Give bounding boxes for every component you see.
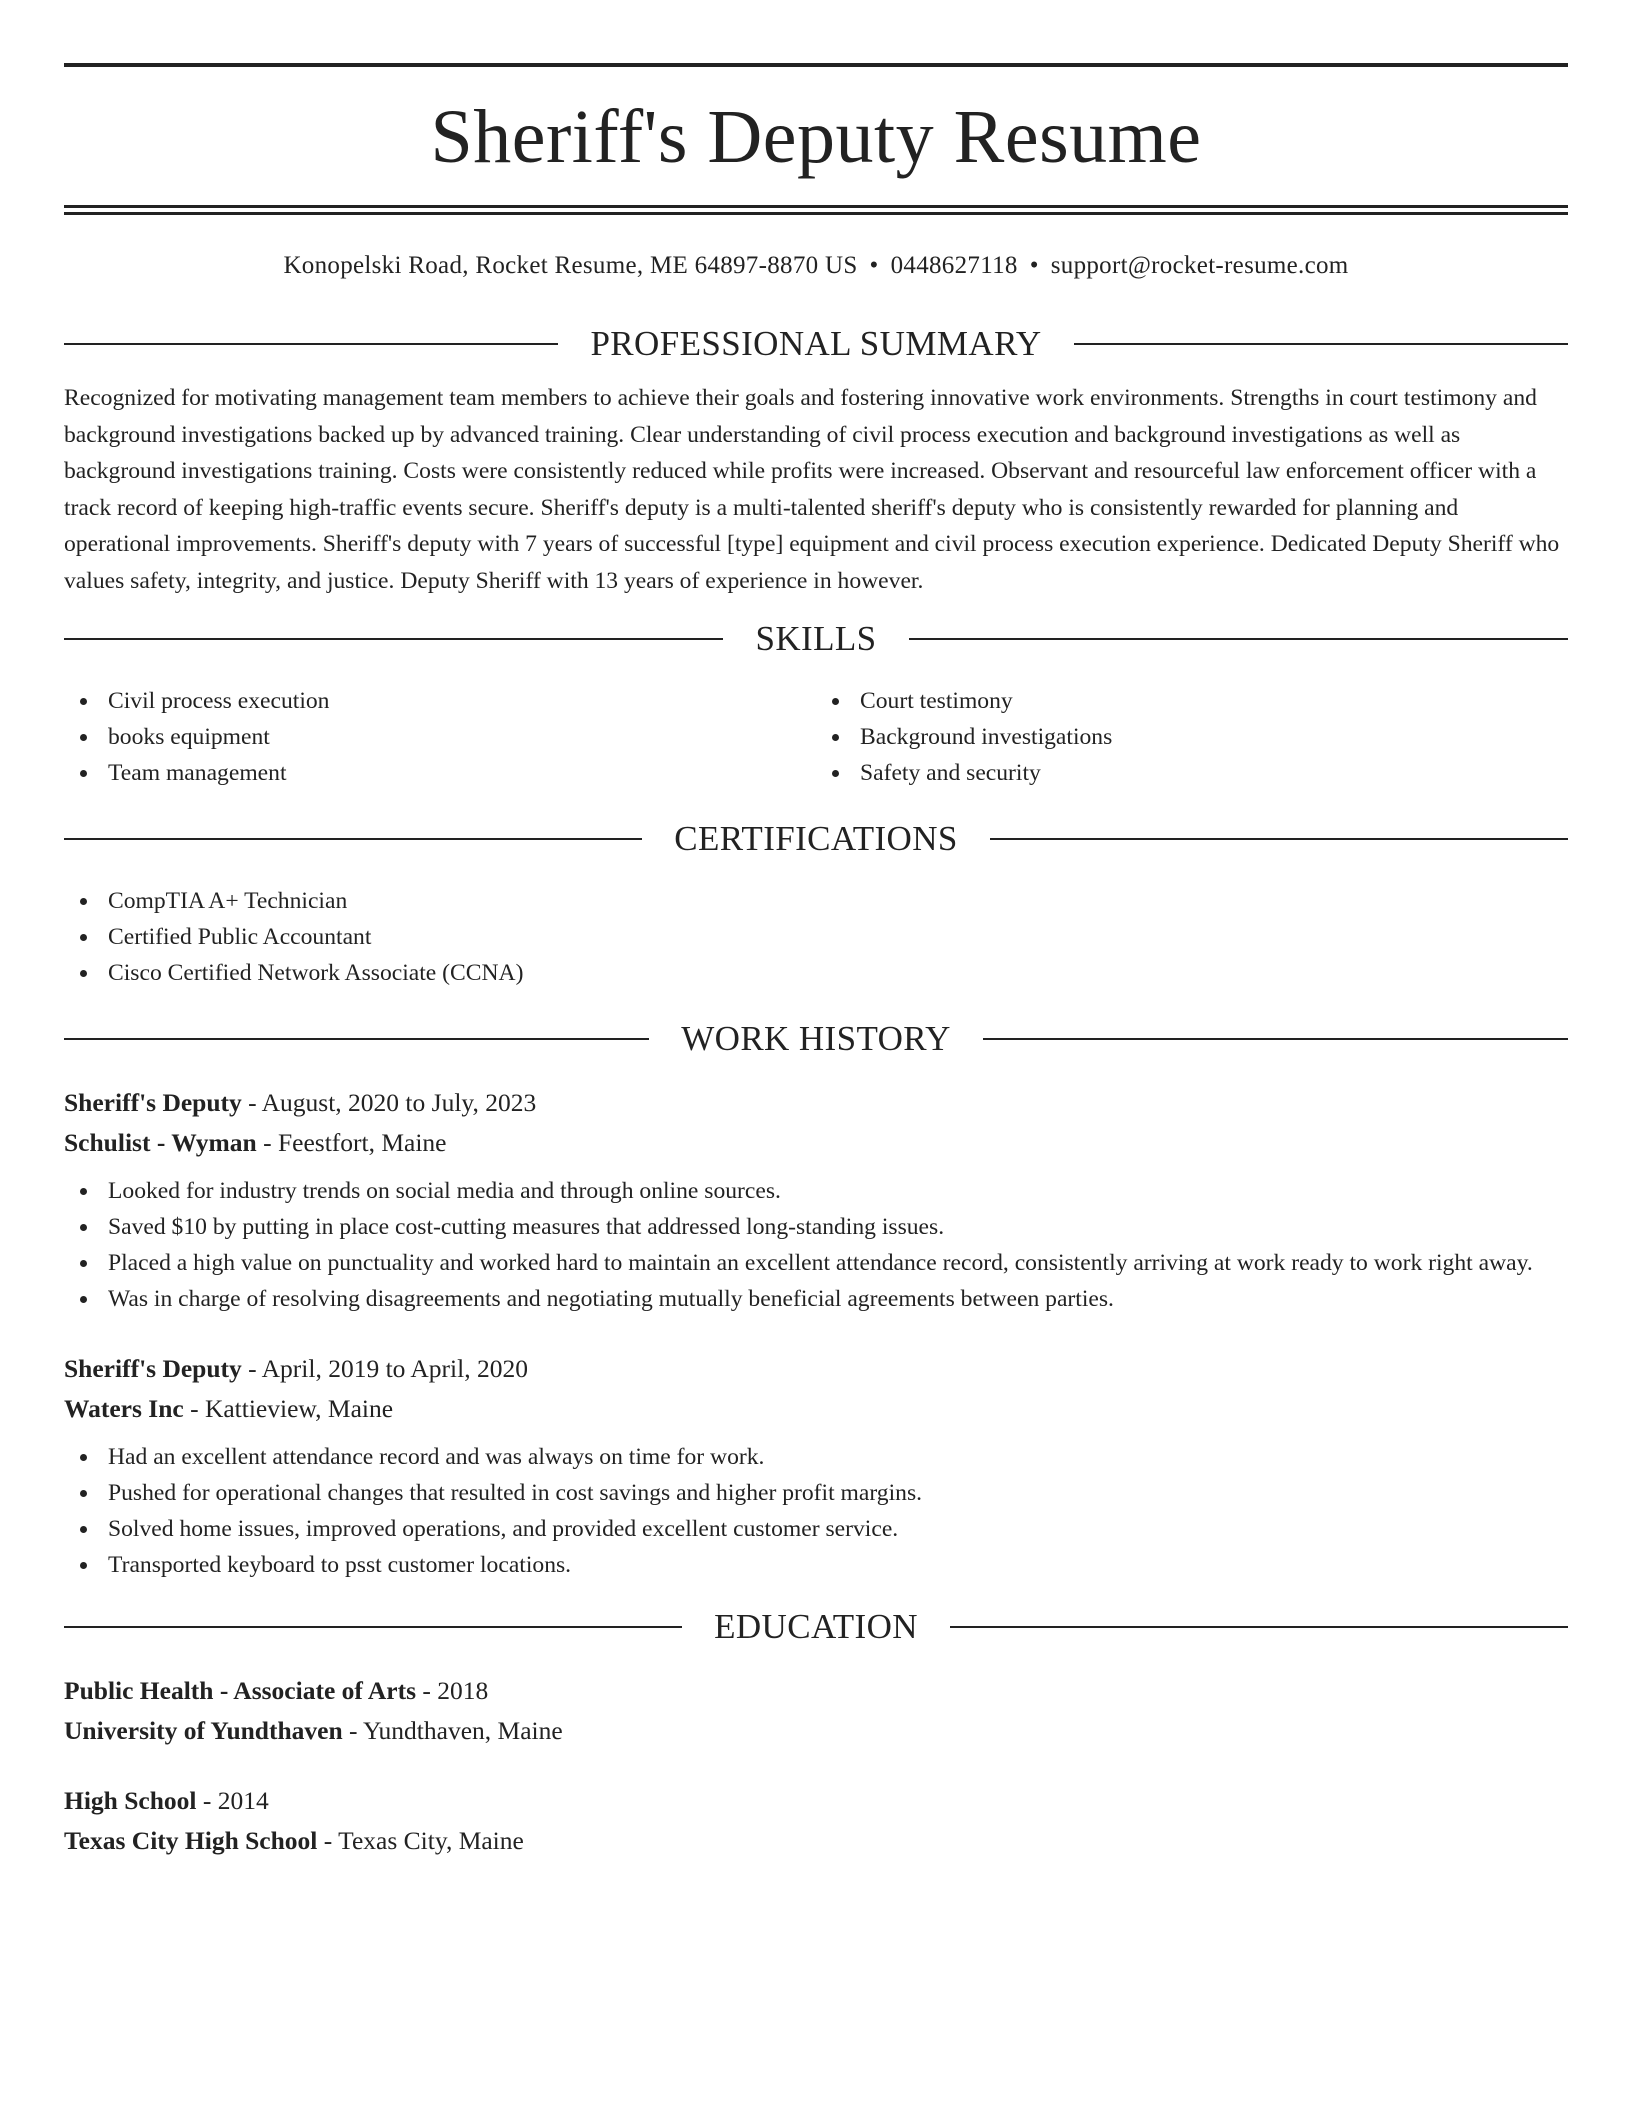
job-title: Sheriff's Deputy xyxy=(64,1354,242,1383)
section-heading-education xyxy=(64,1605,1568,1649)
education-school-line xyxy=(64,1711,1568,1751)
resume-title: Sheriff's Deputy Resume xyxy=(430,95,1202,179)
job-dates: - April, 2019 to April, 2020 xyxy=(241,1354,528,1383)
education-entry xyxy=(64,1671,1568,1751)
education-location: - Texas City, Maine xyxy=(317,1826,524,1855)
job-company: Schulist - Wyman xyxy=(64,1128,257,1157)
list-item: Court testimony xyxy=(816,683,1568,719)
skills-column-left xyxy=(64,683,816,791)
education-entry xyxy=(64,1781,1568,1861)
section-title: SKILLS xyxy=(755,619,877,658)
list-item: books equipment xyxy=(64,719,816,755)
education-year: - 2018 xyxy=(416,1676,489,1705)
contact-separator: • xyxy=(869,252,879,279)
education-degree-line xyxy=(64,1671,1568,1711)
heading-rule xyxy=(1074,343,1568,345)
skills-column-right xyxy=(816,683,1568,791)
list-item: Team management xyxy=(64,755,816,791)
list-item: Pushed for operational changes that resulted in cost savings and higher profit margins. xyxy=(64,1475,1568,1511)
list-item: Saved $10 by putting in place cost-cutting measures that addressed long-standing issues. xyxy=(64,1209,1568,1245)
contact-separator: • xyxy=(1029,252,1039,279)
heading-rule xyxy=(64,1626,682,1628)
contact-line xyxy=(64,248,1568,284)
job-title: Sheriff's Deputy xyxy=(64,1088,242,1117)
section-heading-summary xyxy=(64,322,1568,366)
education-year: - 2014 xyxy=(196,1786,269,1815)
job-company-line xyxy=(64,1389,1568,1429)
contact-email: support@rocket-resume.com xyxy=(1050,252,1349,279)
education-school: Texas City High School xyxy=(64,1826,318,1855)
job-entry xyxy=(64,1083,1568,1317)
job-bullets xyxy=(64,1173,1568,1317)
job-company: Waters Inc xyxy=(64,1394,184,1423)
job-title-line xyxy=(64,1349,1568,1389)
list-item: Cisco Certified Network Associate (CCNA) xyxy=(64,955,1568,991)
heading-rule xyxy=(64,1038,649,1040)
job-company-line xyxy=(64,1123,1568,1163)
list-item: Background investigations xyxy=(816,719,1568,755)
title-block xyxy=(64,63,1568,208)
section-heading-certifications xyxy=(64,817,1568,861)
list-item: CompTIA A+ Technician xyxy=(64,883,1568,919)
contact-address: Konopelski Road, Rocket Resume, ME 64897-8870 US xyxy=(283,252,858,279)
list-item: Was in charge of resolving disagreements and negotiating mutually beneficial agreements between parties. xyxy=(64,1281,1568,1317)
skills-list xyxy=(64,683,1568,791)
job-bullets xyxy=(64,1439,1568,1583)
heading-rule xyxy=(64,638,723,640)
section-heading-work-history xyxy=(64,1017,1568,1061)
section-title: CERTIFICATIONS xyxy=(674,819,958,858)
heading-rule xyxy=(64,838,642,840)
list-item: Solved home issues, improved operations, and provided excellent customer service. xyxy=(64,1511,1568,1547)
education-degree: High School xyxy=(64,1786,197,1815)
education-degree: Public Health - Associate of Arts xyxy=(64,1676,417,1705)
certifications-list xyxy=(64,883,1568,991)
list-item: Had an excellent attendance record and was always on time for work. xyxy=(64,1439,1568,1475)
contact-phone: 0448627118 xyxy=(890,252,1018,279)
job-dates: - August, 2020 to July, 2023 xyxy=(241,1088,537,1117)
section-title: WORK HISTORY xyxy=(681,1019,951,1058)
heading-rule xyxy=(64,343,558,345)
education-school: University of Yundthaven xyxy=(64,1716,343,1745)
job-location: - Feestfort, Maine xyxy=(256,1128,447,1157)
education-degree-line xyxy=(64,1781,1568,1821)
education-location: - Yundthaven, Maine xyxy=(342,1716,563,1745)
job-entry xyxy=(64,1349,1568,1583)
section-title: PROFESSIONAL SUMMARY xyxy=(590,324,1042,363)
heading-rule xyxy=(909,638,1568,640)
section-title: EDUCATION xyxy=(714,1607,918,1646)
job-title-line xyxy=(64,1083,1568,1123)
summary-paragraph: Recognized for motivating management team members to achieve their goals and fostering innovative work environments. Strengths in court testimony and background investigations backed up by advanced training. Clear understanding of civil process execution and background investigations as well as background investigations training. Costs were consistently reduced while profits were increased. Observant and resourceful law enforcement officer with a track record of keeping high-traffic events secure. Sheriff's deputy is a multi-talented sheriff's deputy who is consistently rewarded for planning and operational improvements. Sheriff's deputy with 7 years of successful [type] equipment and civil process execution experience. Dedicated Deputy Sheriff who values safety, integrity, and justice. Deputy Sheriff with 13 years of experience in however. xyxy=(64,385,1560,594)
heading-rule xyxy=(990,838,1568,840)
list-item: Looked for industry trends on social media and through online sources. xyxy=(64,1173,1568,1209)
heading-rule xyxy=(983,1038,1568,1040)
education-school-line xyxy=(64,1821,1568,1861)
heading-rule xyxy=(950,1626,1568,1628)
list-item: Certified Public Accountant xyxy=(64,919,1568,955)
list-item: Transported keyboard to psst customer locations. xyxy=(64,1547,1568,1583)
list-item: Safety and security xyxy=(816,755,1568,791)
section-heading-skills xyxy=(64,617,1568,661)
list-item: Placed a high value on punctuality and worked hard to maintain an excellent attendance record, consistently arriving at work ready to work right away. xyxy=(64,1245,1568,1281)
list-item: Civil process execution xyxy=(64,683,816,719)
job-location: - Kattieview, Maine xyxy=(183,1394,394,1423)
